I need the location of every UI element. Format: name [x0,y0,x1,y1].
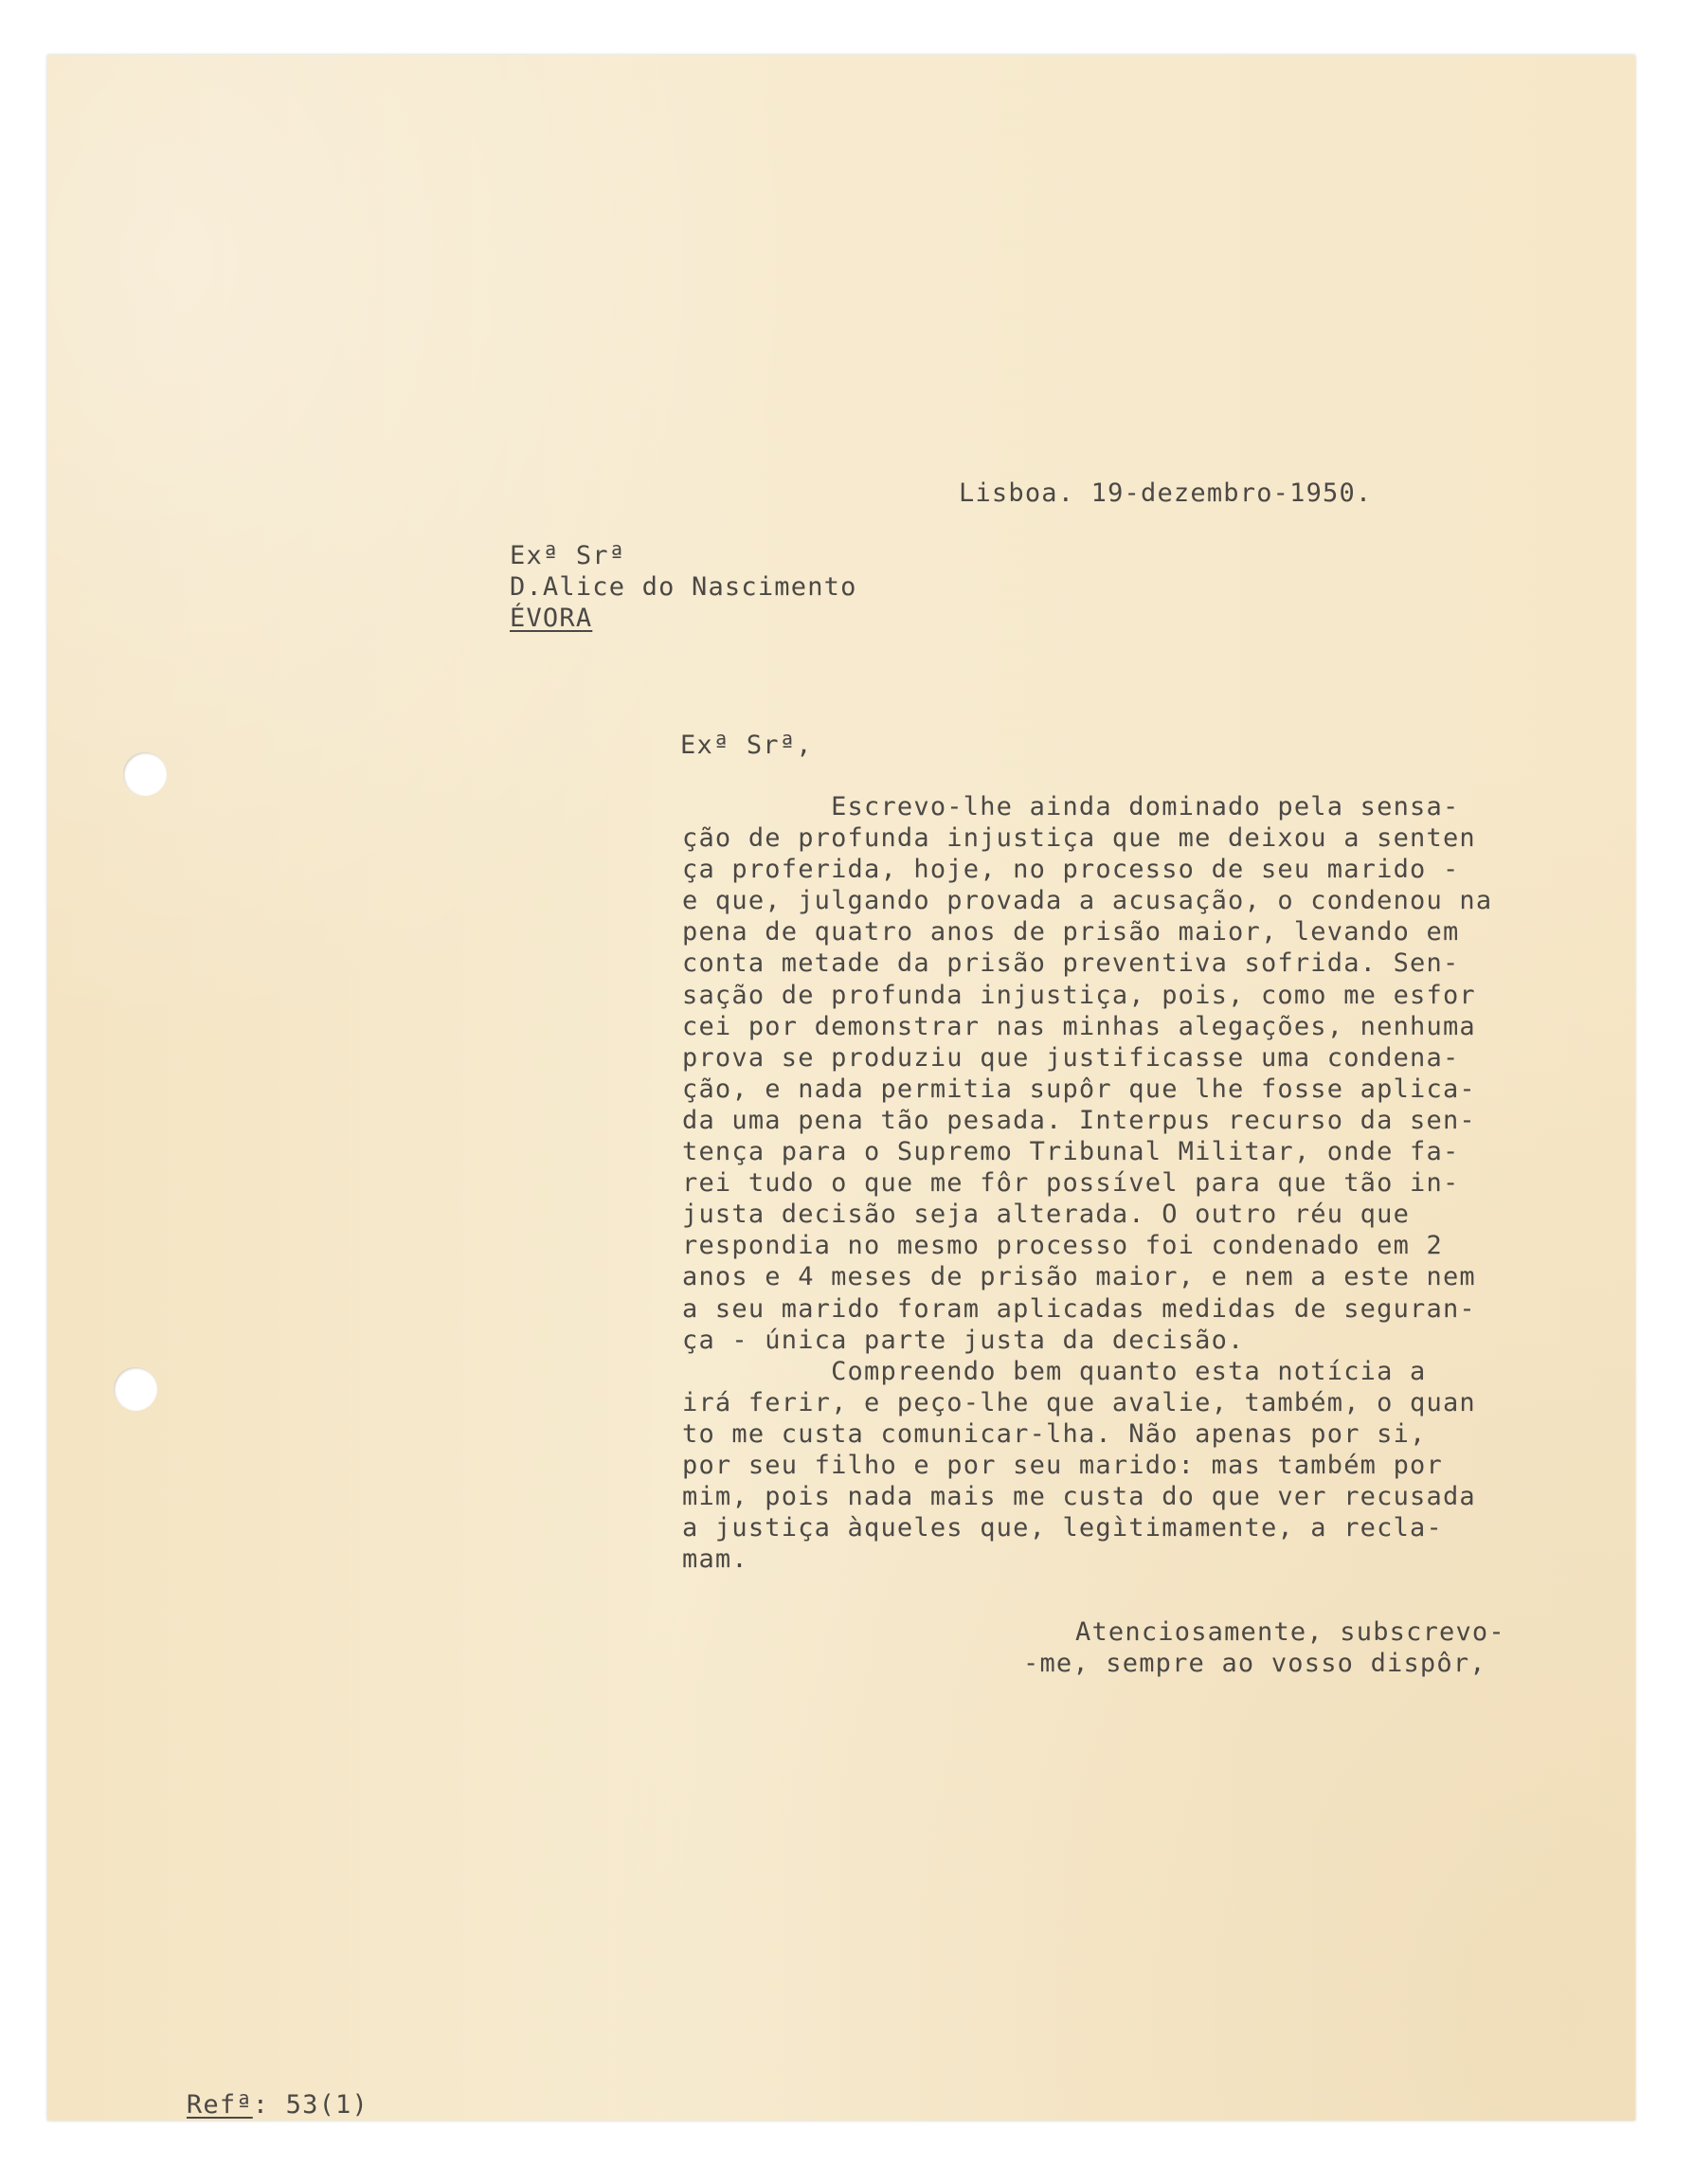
body-line: conta metade da prisão preventiva sofrida. Sen- [682,948,1460,979]
body-line: cei por demonstrar nas minhas alegações, nenhuma [682,1011,1476,1041]
body-line: Escrevo-lhe ainda dominado pela sensa- [682,792,1460,821]
body-line: mam. [682,1544,748,1575]
punch-hole-top [123,752,167,796]
body-line: e que, julgando provada a acusação, o condenou na [682,886,1493,916]
body-line: da uma pena tão pesada. Interpus recurso da sen- [682,1105,1476,1135]
body-line: pena de quatro anos de prisão maior, levando em [682,917,1460,948]
recipient-city: ÉVORA [510,604,593,633]
body-line: rei tudo o que me fôr possível para que tão in- [682,1168,1460,1199]
body-line: to me custa comunicar-lha. Não apenas por si, [682,1418,1427,1449]
reference [153,2058,369,2121]
reference-value: : 53(1) [252,2090,369,2120]
body-line: a justiça àqueles que, legìtimamente, a recla- [682,1513,1443,1543]
body-line: respondia no mesmo processo foi condenado em 2 [682,1231,1443,1261]
body-line: ça proferida, hoje, no processo de seu marido - [682,855,1460,885]
body-line: a seu marido foram aplicadas medidas de seguran- [682,1293,1476,1324]
letter-body [682,791,1592,1575]
punch-hole-bottom [114,1367,157,1411]
closing-line-2: -me, sempre ao vosso dispôr, [1023,1649,1486,1678]
date-line: Lisboa. 19-dezembro-1950. [959,478,1373,508]
body-line: prova se produziu que justificasse uma condena- [682,1042,1460,1073]
closing-line-1: Atenciosamente, subscrevo- [1075,1617,1505,1647]
body-line: mim, pois nada mais me custa do que ver recusada [682,1482,1476,1512]
body-line: ção, e nada permitia supôr que lhe fosse aplica- [682,1074,1476,1104]
recipient-name: D.Alice do Nascimento [510,572,857,602]
body-line: tença para o Supremo Tribunal Militar, onde fa- [682,1137,1460,1167]
body-line: irá ferir, e peço-lhe que avalie, também, o quan [682,1387,1476,1417]
body-line: justa decisão seja alterada. O outro réu que [682,1200,1411,1230]
body-line: por seu filho e por seu marido: mas também por [682,1450,1443,1480]
greeting: Exª Srª, [680,731,813,760]
body-line: sação de profunda injustiça, pois, como me esfor [682,980,1476,1010]
body-line: ça - única parte justa da decisão. [682,1325,1245,1355]
body-line: ção de profunda injustiça que me deixou a senten [682,823,1476,854]
body-line: anos e 4 meses de prisão maior, e nem a este nem [682,1262,1476,1292]
body-line: Compreendo bem quanto esta notícia a [682,1356,1427,1386]
recipient-salutation: Exª Srª [510,541,626,570]
reference-label: Refª [186,2090,253,2120]
